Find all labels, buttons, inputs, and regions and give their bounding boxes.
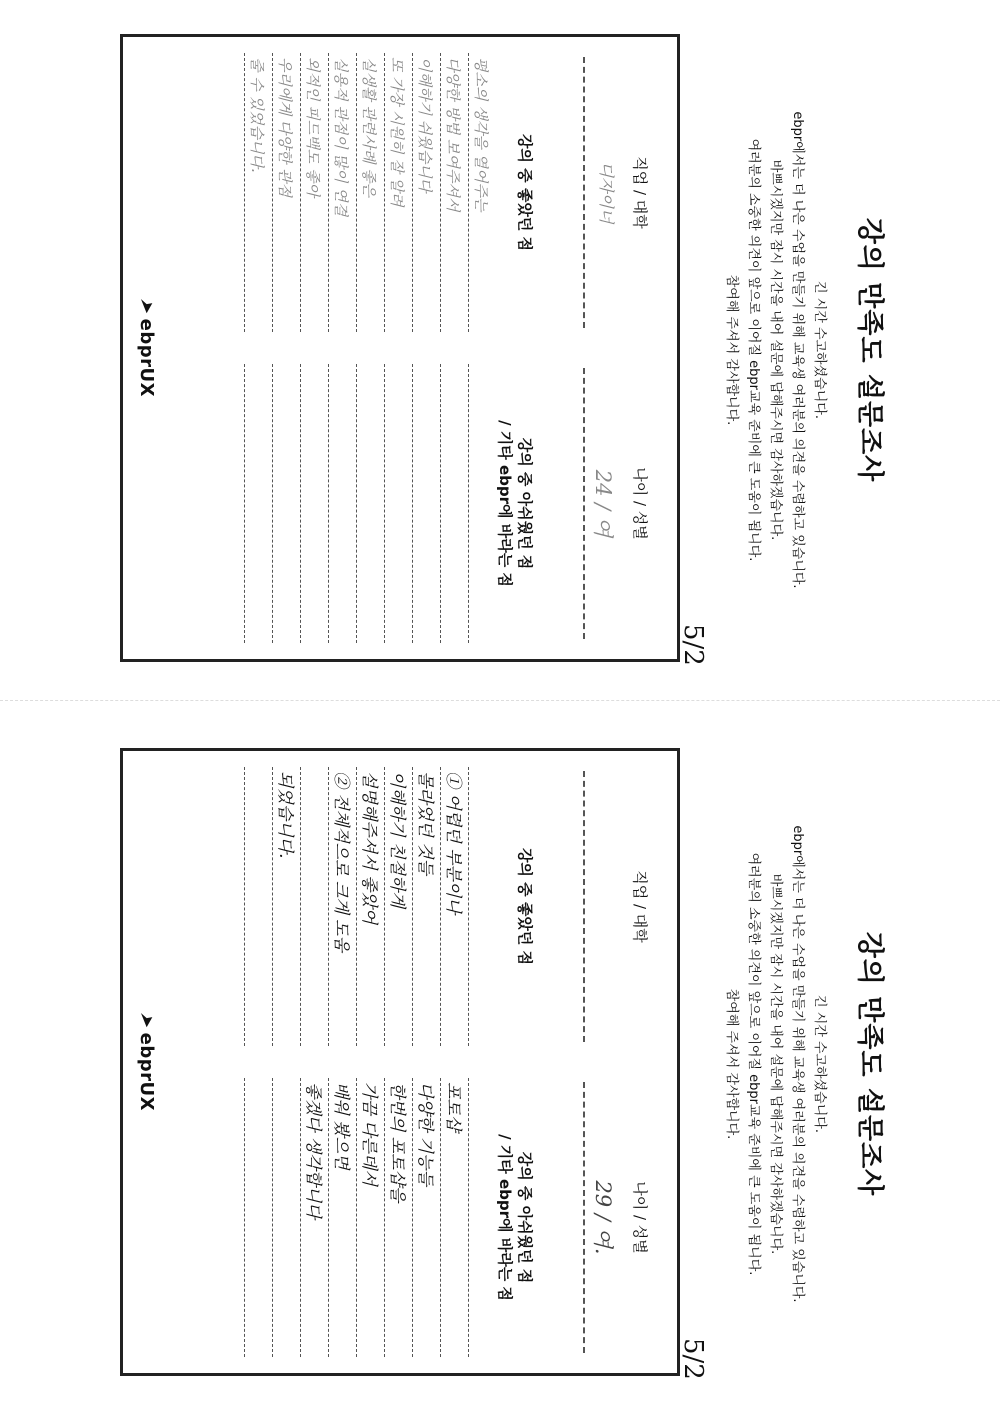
bad-points-column xyxy=(227,1062,547,1373)
answer-line xyxy=(440,364,467,643)
good-answer-text: 되었습니다. xyxy=(275,771,295,859)
handwritten-page-number: 5/2 xyxy=(678,624,708,666)
age-gender-field xyxy=(547,1062,677,1373)
answer-line xyxy=(328,364,355,643)
survey-title: 강의 만족도 설문조사 xyxy=(854,931,885,1197)
answer-line xyxy=(328,1078,355,1357)
answer-line xyxy=(384,364,411,643)
answer-line xyxy=(272,364,299,643)
bad-answer-text: 배워 봤으면 xyxy=(331,1082,351,1170)
answer-line xyxy=(412,364,439,643)
good-answer-text: ② 전체적으로 크게 도움 xyxy=(331,771,351,953)
age-gender-label: 나이 / 성별 xyxy=(631,1181,649,1254)
answer-line xyxy=(244,1078,271,1357)
ebprux-logo xyxy=(136,37,157,659)
survey-intro xyxy=(720,60,830,640)
info-row xyxy=(547,37,677,659)
answer-line xyxy=(468,1078,495,1357)
bad-points-heading xyxy=(495,1062,535,1373)
answer-line xyxy=(244,364,271,643)
good-answer-text: 몰라었던 것들 xyxy=(415,771,435,875)
good-answer-text: 다양한 방법 보여주셔서 xyxy=(444,57,462,212)
answer-line xyxy=(272,1078,299,1357)
intro-line: ebpr에서는 더 나은 수업을 만들기 위해 교육생 여러분의 의견을 수렴하고 있습니다. xyxy=(790,825,805,1303)
answer-line xyxy=(468,767,495,1046)
bad-points-heading xyxy=(495,348,535,659)
bad-answer-text: 좋겠다 생각합니다 xyxy=(303,1082,323,1219)
occupation-label: 직업 / 대학 xyxy=(631,156,649,229)
bad-points-column xyxy=(227,348,547,659)
bird-logo-icon: ➤ xyxy=(136,295,157,319)
survey-title: 강의 만족도 설문조사 xyxy=(854,217,885,483)
survey-form-box xyxy=(120,748,680,1376)
answer-line xyxy=(468,53,495,332)
age-gender-label: 나이 / 성별 xyxy=(631,467,649,540)
answer-line xyxy=(300,53,327,332)
good-answer-text: 설명해주셔서 좋았어 xyxy=(359,771,379,925)
occupation-line xyxy=(583,57,585,328)
age-gender-value: 24 / 여 xyxy=(591,469,615,538)
age-gender-field xyxy=(547,348,677,659)
info-row xyxy=(547,751,677,1373)
age-gender-line xyxy=(583,368,585,639)
good-points-heading: 강의 중 좋았던 점 xyxy=(516,133,534,252)
answer-line xyxy=(412,1078,439,1357)
answer-line xyxy=(244,767,271,1046)
good-answer-text: 줄 수 있었습니다. xyxy=(248,57,266,173)
answer-line xyxy=(244,53,271,332)
answer-line xyxy=(440,767,467,1046)
survey-page xyxy=(0,0,1000,700)
answer-line xyxy=(384,1078,411,1357)
occupation-label: 직업 / 대학 xyxy=(631,870,649,943)
good-answer-text: ① 어렵던 부분이나 xyxy=(443,771,463,914)
intro-line: 참여해 주셔서 감사합니다. xyxy=(724,988,739,1140)
intro-line: 바쁘시겠지만 잠시 시간을 내어 설문에 답해주시면 감사하겠습니다. xyxy=(768,159,783,541)
answer-line xyxy=(356,767,383,1046)
occupation-field xyxy=(547,751,677,1062)
good-points-heading: 강의 중 좋았던 점 xyxy=(516,847,534,966)
bad-heading-line: / 기타 ebpr에 바라는 점 xyxy=(496,1134,514,1301)
bad-answer-text: 가끔 다른데서 xyxy=(359,1082,379,1186)
bad-answer-text: 다양한 기능들 xyxy=(415,1082,435,1186)
answer-line xyxy=(356,364,383,643)
answer-line xyxy=(300,364,327,643)
good-answer-text: 이해하기 쉬웠습니다 xyxy=(416,57,434,193)
bad-answer-text: 포토샵 xyxy=(443,1082,463,1132)
survey-form-box xyxy=(120,34,680,662)
good-points-column xyxy=(227,37,547,348)
handwritten-page-number: 5/2 xyxy=(678,1338,708,1380)
answer-line xyxy=(272,767,299,1046)
answer-line xyxy=(328,53,355,332)
occupation-field xyxy=(547,37,677,348)
answer-line xyxy=(300,1078,327,1357)
sheet-divider xyxy=(0,700,1000,701)
answer-line xyxy=(440,1078,467,1357)
intro-line: 긴 시간 수고하셨습니다. xyxy=(812,281,827,419)
answer-line xyxy=(440,53,467,332)
bird-logo-icon: ➤ xyxy=(136,1009,157,1033)
intro-line: 여러분의 소중한 의견이 앞으로 이어질 ebpr교육 준비에 큰 도움이 됩니다. xyxy=(746,138,761,562)
answer-line xyxy=(356,1078,383,1357)
good-answer-text: 이해하기 친절하게 xyxy=(387,771,407,908)
survey-intro xyxy=(720,774,830,1354)
answer-line xyxy=(272,53,299,332)
intro-line: 여러분의 소중한 의견이 앞으로 이어질 ebpr교육 준비에 큰 도움이 됩니다. xyxy=(746,852,761,1276)
intro-line: ebpr에서는 더 나은 수업을 만들기 위해 교육생 여러분의 의견을 수렴하고 있습니다. xyxy=(790,111,805,589)
answer-line xyxy=(412,767,439,1046)
age-gender-value: 29 / 여. xyxy=(591,1180,615,1255)
bad-answer-text: 한번의 포토샵을 xyxy=(387,1082,407,1203)
answer-line xyxy=(356,53,383,332)
answer-line xyxy=(384,767,411,1046)
occupation-line xyxy=(583,771,585,1042)
good-points-column xyxy=(227,751,547,1062)
answer-line xyxy=(412,53,439,332)
survey-sheet-1 xyxy=(0,0,1000,700)
bad-heading-line: 강의 중 아쉬웠던 점 xyxy=(516,1151,534,1284)
logo-text: ebprUX xyxy=(136,318,157,397)
bad-heading-line: 강의 중 아쉬웠던 점 xyxy=(516,437,534,570)
intro-line: 참여해 주셔서 감사합니다. xyxy=(724,274,739,426)
answer-line xyxy=(468,364,495,643)
survey-page xyxy=(0,714,1000,1414)
intro-line: 바쁘시겠지만 잠시 시간을 내어 설문에 답해주시면 감사하겠습니다. xyxy=(768,873,783,1255)
answer-line xyxy=(300,767,327,1046)
intro-line: 긴 시간 수고하셨습니다. xyxy=(812,995,827,1133)
ebprux-logo xyxy=(136,751,157,1373)
good-answer-text: 우리에게 다양한 관점 xyxy=(276,57,294,197)
good-answer-text: 평소의 생각을 열어주는 xyxy=(472,57,490,212)
occupation-value: 디자이너 xyxy=(597,161,616,224)
survey-sheet-2 xyxy=(0,714,1000,1414)
age-gender-line xyxy=(583,1082,585,1353)
good-answer-text: 또 가장 시원히 잘 알려 xyxy=(388,57,406,207)
bad-heading-line: / 기타 ebpr에 바라는 점 xyxy=(496,420,514,587)
good-answer-text: 실생활 관련사례 좋은 xyxy=(360,57,378,197)
answer-line xyxy=(384,53,411,332)
answer-line xyxy=(328,767,355,1046)
good-answer-text: 외적인 피드백도 좋아 xyxy=(304,57,322,197)
good-answer-text: 실용적 관점이 많이 연결 xyxy=(332,57,350,217)
logo-text: ebprUX xyxy=(136,1032,157,1111)
